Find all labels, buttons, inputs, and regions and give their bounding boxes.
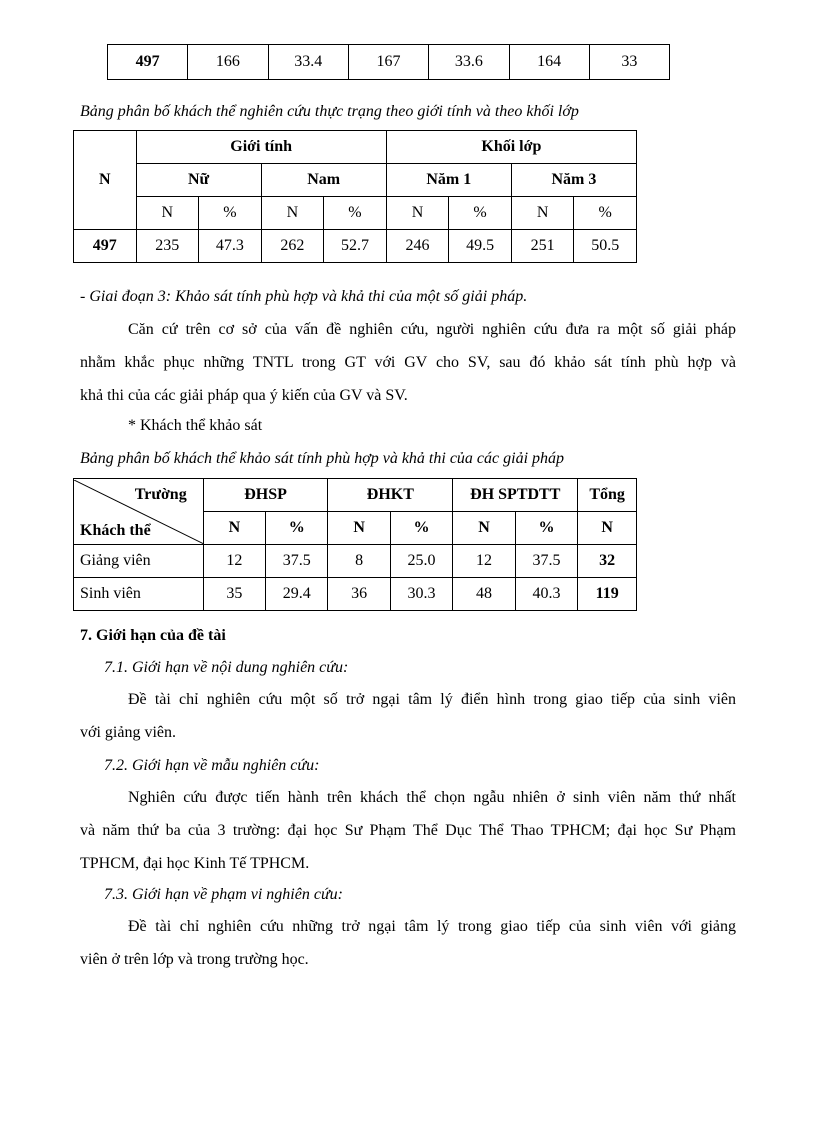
subsection-heading: 7.2. Giới hạn về mẫu nghiên cứu: (104, 757, 320, 774)
subsection-heading: 7.1. Giới hạn về nội dung nghiên cứu: (104, 659, 349, 676)
table-cell: 12 (453, 545, 515, 578)
table-cell: 8 (328, 545, 390, 578)
table-cell: 37.5 (266, 545, 328, 578)
column-header: N (136, 197, 199, 230)
table-cell: 33.4 (268, 45, 348, 80)
subsection-heading: 7.3. Giới hạn về phạm vi nghiên cứu: (104, 886, 343, 903)
paragraph-line: Căn cứ trên cơ sở của vấn đề nghiên cứu, người nghiên cứu đưa ra một số giải pháp (128, 321, 736, 338)
table-cell: 12 (203, 545, 265, 578)
table-row (108, 45, 670, 80)
column-header: % (515, 512, 578, 545)
column-group-header: Khối lớp (386, 131, 636, 164)
table-header-row (74, 479, 637, 512)
table-cell: 30.3 (390, 578, 452, 611)
column-header: Nam (261, 164, 386, 197)
paragraph-line: với giảng viên. (80, 724, 176, 741)
bullet-item: * Khách thể khảo sát (128, 417, 263, 434)
column-header: N (453, 512, 515, 545)
table-header-row (74, 197, 637, 230)
paragraph-line: Đề tài chỉ nghiên cứu những trở ngại tâm lý trong giao tiếp của sinh viên với giảng (128, 918, 736, 935)
column-group-header: Tổng (578, 479, 637, 512)
column-header: Năm 3 (511, 164, 636, 197)
corner-bottom-label: Khách thể (80, 521, 151, 539)
table-caption: Bảng phân bố khách thể nghiên cứu thực trạng theo giới tính và theo khối lớp (80, 103, 579, 120)
table-row (74, 545, 637, 578)
column-header: N (578, 512, 637, 545)
column-header: % (324, 197, 387, 230)
table-cell: 164 (509, 45, 589, 80)
table-cell: 33 (589, 45, 669, 80)
column-header: % (266, 512, 328, 545)
table-cell: 166 (188, 45, 268, 80)
table-cell: 25.0 (390, 545, 452, 578)
row-label: Giảng viên (74, 545, 204, 578)
table-caption: Bảng phân bố khách thể khảo sát tính phù hợp và khả thi của các giải pháp (80, 450, 565, 467)
column-header: N (328, 512, 390, 545)
corner-top-label: Trường (134, 485, 187, 503)
table-cell: 50.5 (574, 230, 637, 263)
column-header: % (449, 197, 512, 230)
table-cell: 32 (578, 545, 637, 578)
table-row (74, 230, 637, 263)
stage-3-heading: - Giai đoạn 3: Khảo sát tính phù hợp và khả thi của một số giải pháp. (80, 288, 528, 305)
table-cell: 29.4 (266, 578, 328, 611)
table-cell: 48 (453, 578, 515, 611)
table-cell: 49.5 (449, 230, 512, 263)
column-header: N (511, 197, 574, 230)
column-group-header: ĐHKT (328, 479, 453, 512)
table-cell: 40.3 (515, 578, 578, 611)
gender-grade-table (73, 130, 637, 263)
paragraph-line: Đề tài chỉ nghiên cứu một số trở ngại tâm lý điển hình trong giao tiếp của sinh viên (128, 691, 736, 708)
table-header-row (74, 164, 637, 197)
table-cell: 235 (136, 230, 199, 263)
table-cell: 35 (203, 578, 265, 611)
column-header: N (74, 131, 137, 230)
section-heading: 7. Giới hạn của đề tài (80, 627, 226, 644)
paragraph-line: nhằm khắc phục những TNTL trong GT với GV cho SV, sau đó khảo sát tính phù hợp và (80, 354, 736, 371)
table-cell: 119 (578, 578, 637, 611)
table-cell: 167 (348, 45, 428, 80)
table-cell: 36 (328, 578, 390, 611)
column-header: % (574, 197, 637, 230)
paragraph-line: khả thi của các giải pháp qua ý kiến của GV và SV. (80, 387, 408, 404)
table-cell: 246 (386, 230, 449, 263)
paragraph-line: và năm thứ ba của 3 trường: đại học Sư Phạm Thể Dục Thể Thao TPHCM; đại học Sư Phạm (80, 822, 736, 839)
diagonal-corner-header (74, 479, 204, 545)
table-header-row (74, 131, 637, 164)
row-label: Sinh viên (74, 578, 204, 611)
table-cell: 262 (261, 230, 324, 263)
column-header: Nữ (136, 164, 261, 197)
table-cell: 47.3 (199, 230, 262, 263)
table-cell: 52.7 (324, 230, 387, 263)
column-header: N (261, 197, 324, 230)
column-header: % (390, 512, 452, 545)
column-header: % (199, 197, 262, 230)
paragraph-line: Nghiên cứu được tiến hành trên khách thể chọn ngẫu nhiên ở sinh viên năm thứ nhất (128, 789, 736, 806)
survey-subjects-table (73, 478, 637, 611)
paragraph-line: viên ở trên lớp và trong trường học. (80, 951, 309, 968)
table-cell: 251 (511, 230, 574, 263)
column-header: N (386, 197, 449, 230)
table-row (74, 578, 637, 611)
table-cell: 497 (108, 45, 188, 80)
column-header: N (203, 512, 265, 545)
column-header: Năm 1 (386, 164, 511, 197)
paragraph-line: TPHCM, đại học Kinh Tế TPHCM. (80, 855, 310, 872)
column-group-header: ĐH SPTDTT (453, 479, 578, 512)
sample-table-continued (107, 44, 670, 80)
table-cell: 33.6 (429, 45, 509, 80)
table-cell: 37.5 (515, 545, 578, 578)
column-group-header: ĐHSP (203, 479, 328, 512)
table-cell: 497 (74, 230, 137, 263)
column-group-header: Giới tính (136, 131, 386, 164)
